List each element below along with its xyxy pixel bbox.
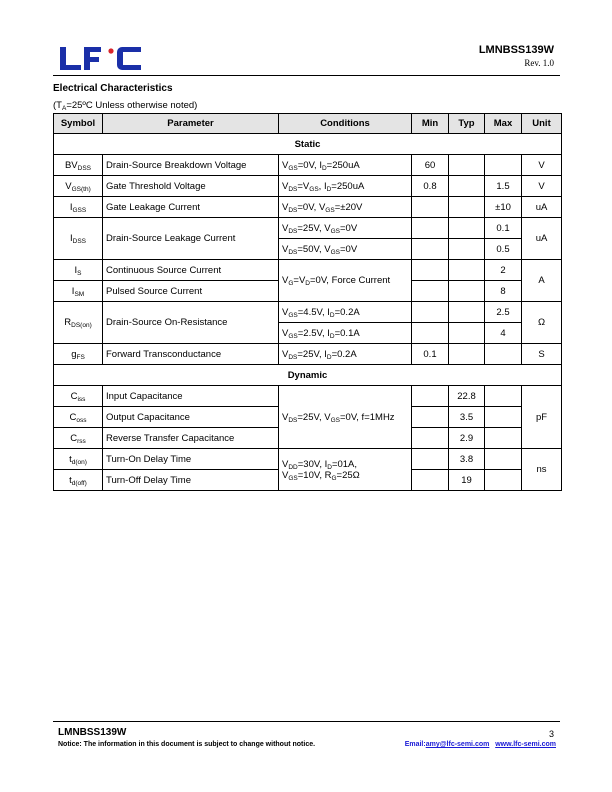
parameter-cell: Turn-Off Delay Time [103, 470, 279, 491]
min-cell [412, 449, 449, 470]
typ-cell: 2.9 [449, 428, 485, 449]
typ-cell [449, 260, 485, 281]
col-unit: Unit [522, 114, 562, 134]
min-cell: 60 [412, 155, 449, 176]
symbol-cell: $t_{d(on)}$ [54, 449, 103, 470]
table-row [54, 344, 562, 365]
unit-cell: S [522, 344, 562, 365]
symbol-cell: $t_{d(off)}$ [54, 470, 103, 491]
parameter-cell: Drain-Source Breakdown Voltage [103, 155, 279, 176]
typ-cell [449, 323, 485, 344]
unit-cell: Ω [522, 302, 562, 344]
table-header-row [54, 114, 562, 134]
max-cell: 8 [485, 281, 522, 302]
typ-cell [449, 302, 485, 323]
footer-notice: Notice: The information in this document is subject to change without notice. [58, 741, 316, 748]
min-cell [412, 428, 449, 449]
typ-cell [449, 176, 485, 197]
condition-cell: $V_{GS}=0V$, $I_D=250uA$ [279, 155, 412, 176]
max-cell: 0.1 [485, 218, 522, 239]
max-cell [485, 386, 522, 407]
typ-cell [449, 155, 485, 176]
typ-cell [449, 281, 485, 302]
typ-cell [449, 344, 485, 365]
max-cell: 4 [485, 323, 522, 344]
condition-cell: $V_{GS}=2.5V$, $I_D=0.1A$ [279, 323, 412, 344]
parameter-cell: Forward Transconductance [103, 344, 279, 365]
max-cell [485, 155, 522, 176]
max-cell: 1.5 [485, 176, 522, 197]
header-part-number: LMNBSS139W [478, 44, 554, 56]
symbol-cell: $I_S$ [54, 260, 103, 281]
parameter-cell: Drain-Source On-Resistance [103, 302, 279, 344]
col-max: Max [485, 114, 522, 134]
min-cell [412, 239, 449, 260]
min-cell [412, 386, 449, 407]
min-cell: 0.8 [412, 176, 449, 197]
condition-cell: $V_{GS}=4.5V$, $I_D=0.2A$ [279, 302, 412, 323]
typ-cell: 19 [449, 470, 485, 491]
col-typ: Typ [449, 114, 485, 134]
footer-rule [53, 721, 560, 722]
symbol-cell: $V_{GS(th)}$ [54, 176, 103, 197]
website-link[interactable]: www.lfc-semi.com [495, 741, 556, 748]
parameter-cell: Input Capacitance [103, 386, 279, 407]
typ-cell [449, 218, 485, 239]
max-cell: ±10 [485, 197, 522, 218]
parameter-cell: Pulsed Source Current [103, 281, 279, 302]
symbol-cell: $g_{FS}$ [54, 344, 103, 365]
static-section-row [54, 134, 562, 155]
table-row [54, 260, 562, 281]
unit-cell: uA [522, 218, 562, 260]
max-cell [485, 449, 522, 470]
col-parameter: Parameter [103, 114, 279, 134]
min-cell [412, 281, 449, 302]
table-row [54, 302, 562, 323]
min-cell [412, 302, 449, 323]
parameter-cell: Gate Leakage Current [103, 197, 279, 218]
unit-cell: V [522, 155, 562, 176]
min-cell [412, 260, 449, 281]
min-cell [412, 407, 449, 428]
unit-cell: uA [522, 197, 562, 218]
symbol-cell: $BV_{DSS}$ [54, 155, 103, 176]
typ-cell [449, 197, 485, 218]
dynamic-section-row [54, 365, 562, 386]
typ-cell [449, 239, 485, 260]
footer-part-number: LMNBSS139W [58, 727, 127, 738]
condition-cell: $V_{DS}=25V$, $I_D=0.2A$ [279, 344, 412, 365]
max-cell [485, 428, 522, 449]
typ-cell: 22.8 [449, 386, 485, 407]
condition-cell: $V_G=V_D=0V$, Force Current [279, 260, 412, 302]
footer-contact [405, 741, 556, 748]
electrical-characteristics-table [53, 113, 562, 491]
table-row [54, 155, 562, 176]
typ-cell: 3.5 [449, 407, 485, 428]
max-cell [485, 407, 522, 428]
dynamic-label: Dynamic [54, 365, 562, 386]
unit-cell: pF [522, 386, 562, 449]
revision: Rev. 1.0 [524, 58, 554, 68]
max-cell: 2.5 [485, 302, 522, 323]
symbol-cell: $C_{iss}$ [54, 386, 103, 407]
min-cell: 0.1 [412, 344, 449, 365]
lfc-logo [57, 44, 143, 72]
max-cell [485, 344, 522, 365]
parameter-cell: Drain-Source Leakage Current [103, 218, 279, 260]
condition-cell: $V_{DS}=V_{GS}$, $I_D=250uA$ [279, 176, 412, 197]
col-symbol: Symbol [54, 114, 103, 134]
condition-cell: $V_{DS}=50V$, $V_{GS}=0V$ [279, 239, 412, 260]
symbol-cell: $I_{SM}$ [54, 281, 103, 302]
parameter-cell: Turn-On Delay Time [103, 449, 279, 470]
symbol-cell: $C_{oss}$ [54, 407, 103, 428]
min-cell [412, 323, 449, 344]
min-cell [412, 197, 449, 218]
unit-cell: ns [522, 449, 562, 491]
symbol-cell: $I_{DSS}$ [54, 218, 103, 260]
symbol-cell: $I_{GSS}$ [54, 197, 103, 218]
condition-cell: $V_{DS}=25V$, $V_{GS}=0V$ [279, 218, 412, 239]
max-cell [485, 470, 522, 491]
unit-cell: V [522, 176, 562, 197]
header-rule [53, 75, 560, 76]
symbol-cell: $C_{rss}$ [54, 428, 103, 449]
col-conditions: Conditions [279, 114, 412, 134]
table-row [54, 386, 562, 407]
symbol-cell: $R_{DS(on)}$ [54, 302, 103, 344]
parameter-cell: Continuous Source Current [103, 260, 279, 281]
section-title: Electrical Characteristics [53, 83, 173, 94]
condition-cell: $V_{DD}=30V$, $I_D=01A$, $V_{GS}=10V$, $R_G=25\Omega$ [279, 449, 412, 491]
static-label: Static [54, 134, 562, 155]
parameter-cell: Output Capacitance [103, 407, 279, 428]
page-number: 3 [548, 729, 554, 739]
min-cell [412, 470, 449, 491]
parameter-cell: Reverse Transfer Capacitance [103, 428, 279, 449]
table-row [54, 197, 562, 218]
condition-cell: $V_{DS}=0V$, $V_{GS}=\pm 20V$ [279, 197, 412, 218]
max-cell: 0.5 [485, 239, 522, 260]
table-row [54, 449, 562, 470]
email-label: Email: [404, 741, 426, 748]
condition-cell: $V_{DS}=25V$, $V_{GS}=0V$, f=1MHz [279, 386, 412, 449]
col-min: Min [412, 114, 449, 134]
unit-cell: A [522, 260, 562, 302]
condition-note: ($T_A=25ºC$ Unless otherwise noted) [53, 100, 198, 112]
email-link[interactable]: amy@lfc-semi.com [425, 741, 490, 748]
typ-cell: 3.8 [449, 449, 485, 470]
table-row [54, 218, 562, 239]
parameter-cell: Gate Threshold Voltage [103, 176, 279, 197]
min-cell [412, 218, 449, 239]
table-row [54, 176, 562, 197]
max-cell: 2 [485, 260, 522, 281]
